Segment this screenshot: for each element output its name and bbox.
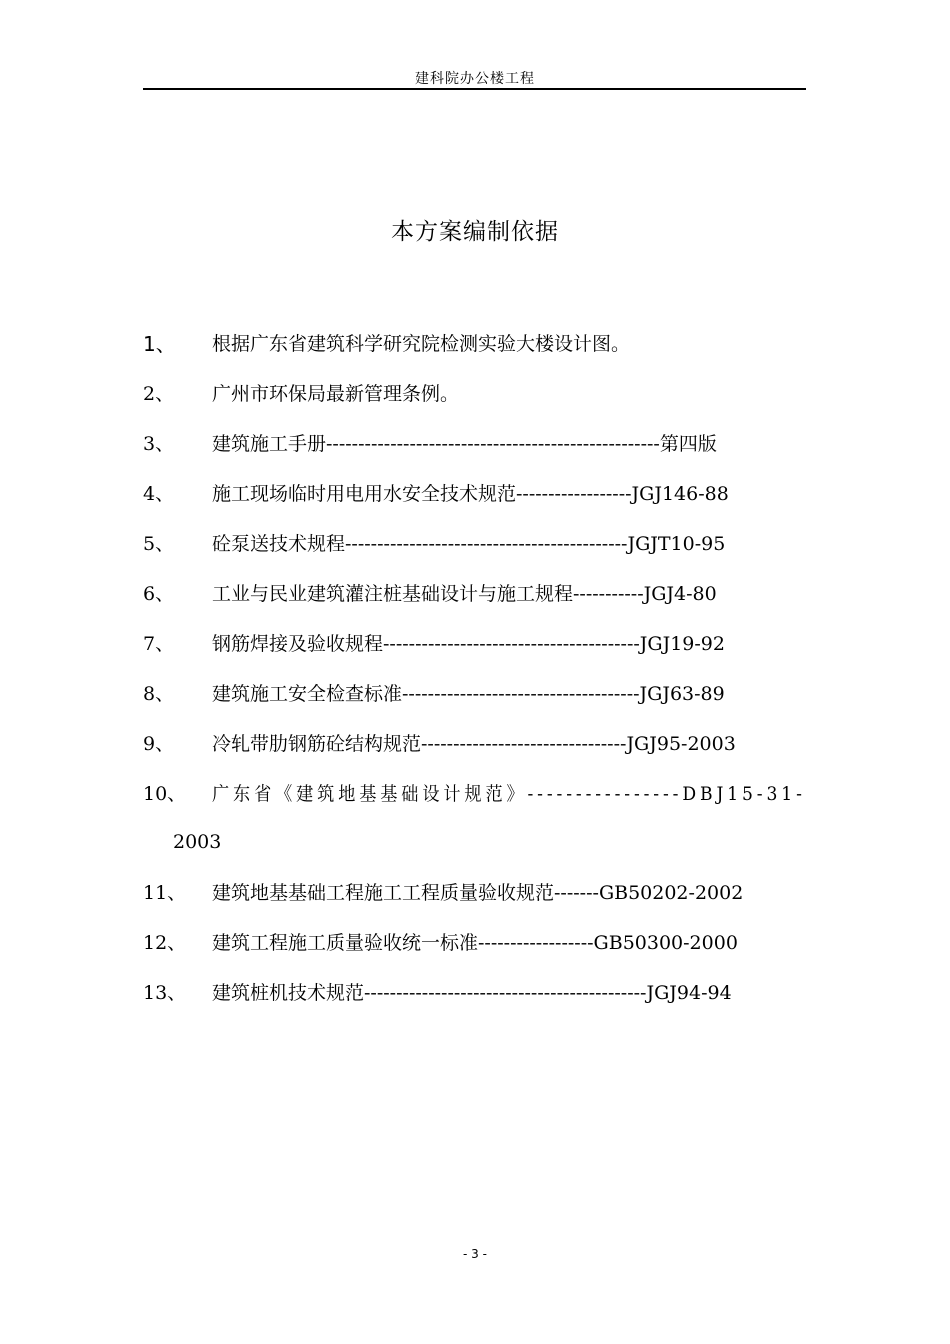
list-item-continuation: 2003	[173, 831, 222, 853]
list-item	[143, 630, 806, 658]
list-item-text: 广州市环保局最新管理条例。	[212, 383, 460, 405]
list-item	[143, 530, 806, 558]
list-item	[143, 780, 806, 808]
list-item	[143, 879, 806, 907]
list-item-text: 根据广东省建筑科学研究院检测实验大楼设计图。	[212, 333, 631, 355]
header-divider	[143, 88, 806, 90]
list-item-number: 6、	[143, 583, 175, 605]
list-item-text: 冷轧带肋钢筋砼结构规范--------------------------------JGJ95-2003	[212, 733, 736, 755]
list-item	[143, 929, 806, 957]
list-item-number: 11、	[143, 882, 187, 904]
list-item-number: 7、	[143, 633, 175, 655]
list-item-text: 砼泵送技术规程--------------------------------------------JGJT10-95	[212, 533, 726, 555]
page-title: 本方案编制依据	[391, 219, 559, 245]
list-item	[143, 580, 806, 608]
list-item-text: 建筑桩机技术规范--------------------------------------------JGJ94-94	[212, 982, 732, 1004]
list-item-number: 8、	[143, 683, 175, 705]
list-item	[143, 979, 806, 1007]
list-item-number: 1、	[143, 332, 176, 356]
list-item-text: 钢筋焊接及验收规程----------------------------------------JGJ19-92	[212, 633, 725, 655]
list-item-number: 3、	[143, 433, 175, 455]
list-item	[143, 380, 806, 408]
list-item	[143, 730, 806, 758]
list-item-number: 12、	[143, 932, 187, 954]
list-item-text: 建筑工程施工质量验收统一标准------------------GB50300-2000	[212, 932, 738, 954]
list-item-number: 13、	[143, 982, 187, 1004]
list-item-text: 建筑施工安全检查标准-------------------------------------JGJ63-89	[212, 683, 725, 705]
list-item-text: 建筑地基基础工程施工工程质量验收规范-------GB50202-2002	[212, 882, 744, 904]
list-item-number: 5、	[143, 533, 175, 555]
list-item-number: 9、	[143, 733, 175, 755]
list-item-number: 10、	[143, 783, 187, 805]
list-item	[143, 330, 806, 358]
list-item-number: 4、	[143, 483, 175, 505]
list-item-text: 广东省《建筑地基基础设计规范》----------------DBJ15-31-	[212, 783, 806, 805]
page-number: - 3 -	[463, 1247, 487, 1261]
running-header: 建科院办公楼工程	[415, 71, 535, 87]
list-item-text: 建筑施工手册----------------------------------------------------第四版	[212, 433, 717, 455]
list-item-text: 施工现场临时用电用水安全技术规范------------------JGJ146-88	[212, 483, 729, 505]
list-item-text: 工业与民业建筑灌注桩基础设计与施工规程-----------JGJ4-80	[212, 583, 717, 605]
list-item-number: 2、	[143, 383, 175, 405]
list-item	[143, 430, 806, 458]
list-item	[143, 480, 806, 508]
list-item	[143, 680, 806, 708]
